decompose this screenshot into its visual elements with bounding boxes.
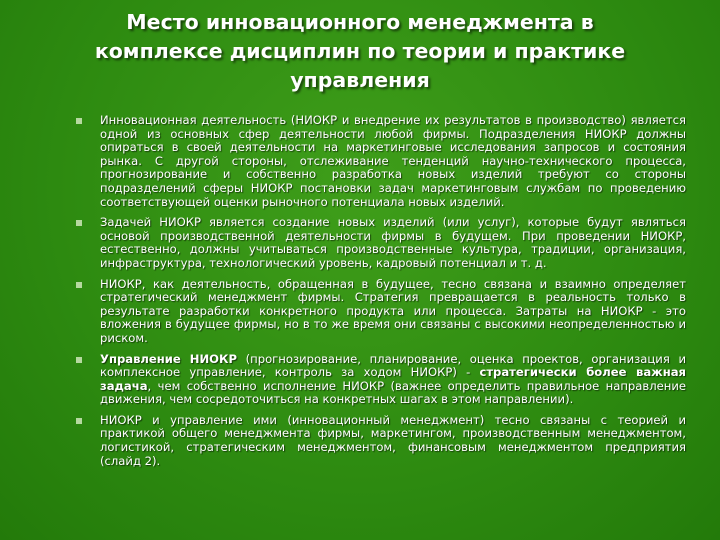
square-bullet-icon [76,418,82,424]
bullet-list [76,114,686,468]
title-line-1: Место инновационного менеджмента в [126,10,594,34]
text-segment: , чем собственно исполнение НИОКР (важнее определить правильное направление движения, чем сосредоточиться на конкретных шагах в этом направлении). [100,378,686,407]
square-bullet-icon [76,118,82,124]
list-item-text [100,352,686,407]
bold-phrase-management: Управление НИОКР [100,351,237,366]
list-item [76,414,686,468]
list-item-text: НИОКР, как деятельность, обращенная в будущее, тесно связана и взаимно определяет стратегический менеджмент фирмы. Стратегия превращается в реальность только в результате разработки конкретного продукта или процесса. Затраты на НИОКР - это вложения в будущее фирмы, но в то же время они связаны с высокими неопределенностью и риском. [100,276,686,345]
title-line-3: управления [290,68,430,92]
list-item [76,278,686,346]
text-segment: (прогнозирование, планирование, оценка проектов, организация и комплексное управление, контроль за ходом НИОКР) - [100,351,686,380]
list-item-text: Инновационная деятельность (НИОКР и внедрение их результатов в производство) является одной из основных сфер деятельности любой фирмы. Подразделения НИОКР должны опираться в своей деятельности на маркетинговые исследования запросов и состояния рынка. С другой стороны, отслеживание тенденций научно-технического процесса, прогнозирование и собственно разработка новых изделий требуют со стороны подразделений сферы НИОКР постановки задач маркетинговым службам по проведению соответствующей оценки рыночного потенциала новых изделий. [100,113,686,209]
slide-title [30,8,690,95]
list-item-text: НИОКР и управление ими (инновационный менеджмент) тесно связаны с теорией и практикой общего менеджмента фирмы, маркетингом, производственным менеджментом, логистикой, стратегическим менеджментом, финансовым менеджментом предприятия (слайд 2). [100,412,686,468]
list-item [76,216,686,270]
title-line-2: комплексе дисциплин по теории и практике [94,39,626,63]
list-item-text: Задачей НИОКР является создание новых изделий (или услуг), которые будут являться основой производственной деятельности фирмы в будущем. При проведении НИОКР, естественно, должны учитываться производственные культура, традиции, организация, инфраструктура, технологический уровень, кадровый потенциал и т. д. [100,215,686,270]
bold-phrase-strategic: стратегически более важная задача [100,365,687,393]
list-item [76,114,686,209]
list-item [76,353,686,407]
square-bullet-icon [76,220,82,226]
square-bullet-icon [76,282,82,288]
square-bullet-icon [76,357,82,363]
